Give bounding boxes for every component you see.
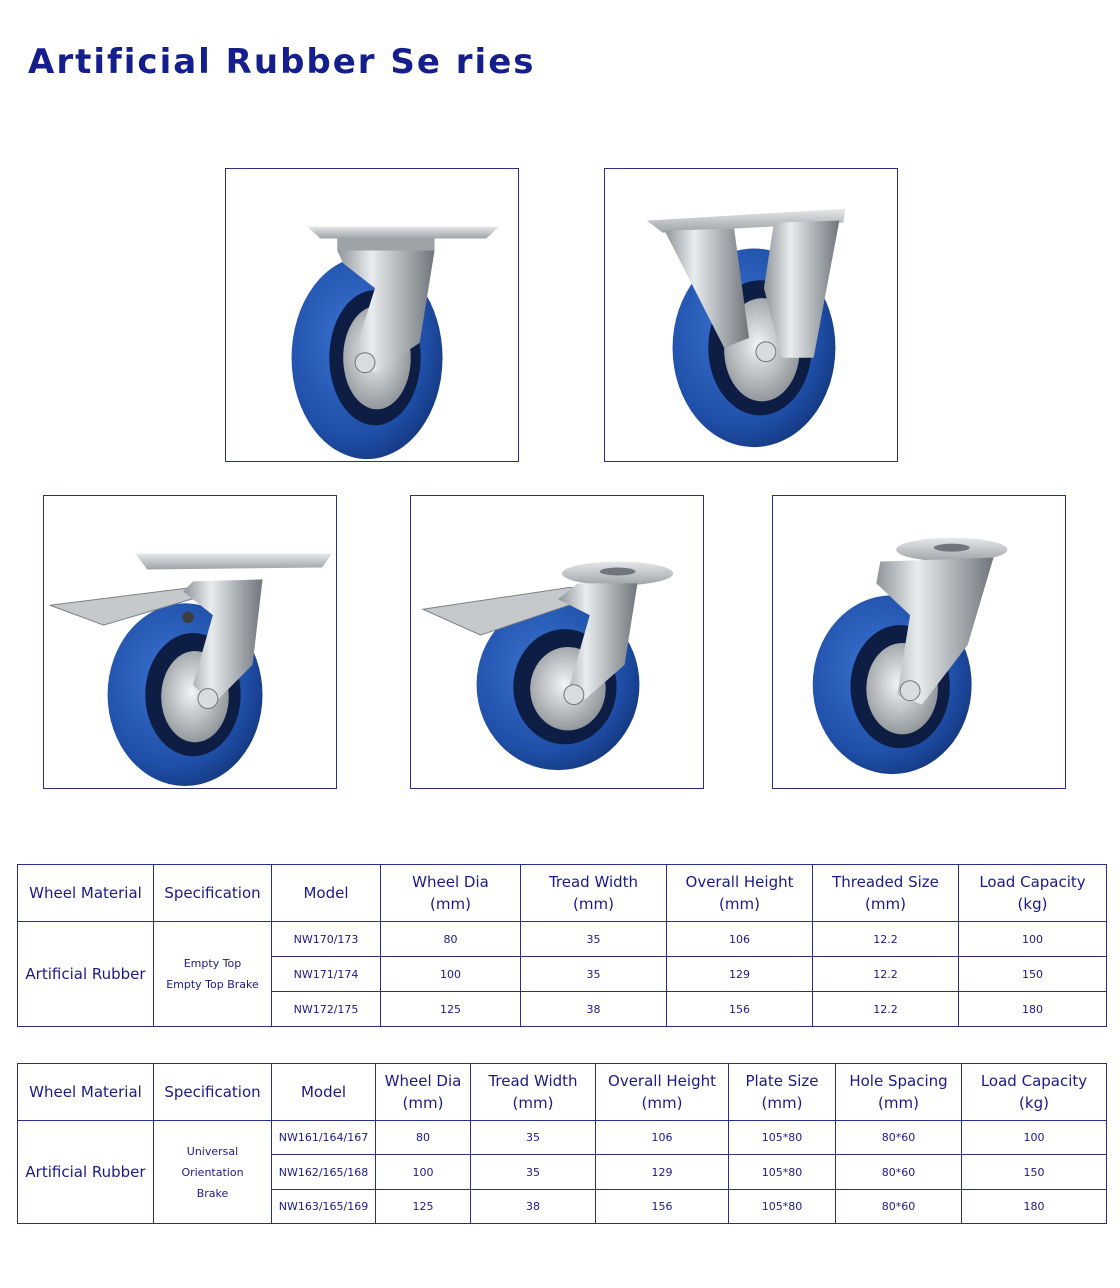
rigid-caster-icon [605,169,897,461]
page-title: Artificial Rubber Se ries [28,42,536,82]
overall-height-cell: 156 [667,992,813,1027]
tread-width-cell: 35 [471,1155,596,1190]
header-wheel-dia: Wheel Dia (mm) [376,1064,471,1121]
header-specification: Specification [154,1064,272,1121]
header-load-capacity: Load Capacity (kg) [962,1064,1107,1121]
model-cell: NW162/165/168 [272,1155,376,1190]
hole-spacing-cell: 80*60 [836,1121,962,1155]
wheel-dia-cell: 80 [381,922,521,957]
wheel-dia-cell: 125 [381,992,521,1027]
header-wheel-material: Wheel Material [18,865,154,922]
header-tread-width: Tread Width (mm) [471,1064,596,1121]
tread-width-cell: 38 [521,992,667,1027]
model-cell: NW171/174 [272,957,381,992]
wheel-material-cell: Artificial Rubber [18,1121,154,1224]
tread-width-cell: 35 [521,957,667,992]
wheel-dia-cell: 80 [376,1121,471,1155]
overall-height-cell: 129 [596,1155,729,1190]
overall-height-cell: 129 [667,957,813,992]
tread-width-cell: 38 [471,1190,596,1224]
model-cell: NW172/175 [272,992,381,1027]
product-image-swivel-bolt-hole [772,495,1066,789]
overall-height-cell: 106 [596,1121,729,1155]
tread-width-cell: 35 [521,922,667,957]
header-wheel-material: Wheel Material [18,1064,154,1121]
header-overall-height: Overall Height (mm) [667,865,813,922]
load-capacity-cell: 150 [962,1155,1107,1190]
bolt-hole-caster-icon [773,496,1065,788]
wheel-dia-cell: 100 [376,1155,471,1190]
table-row [18,922,1107,957]
wheel-material-cell: Artificial Rubber [18,922,154,1027]
hole-spacing-cell: 80*60 [836,1190,962,1224]
header-model: Model [272,865,381,922]
bolt-hole-brake-caster-icon [411,496,703,788]
specification-cell: Empty Top Empty Top Brake [154,922,272,1027]
header-specification: Specification [154,865,272,922]
load-capacity-cell: 180 [959,992,1107,1027]
wheel-dia-cell: 100 [381,957,521,992]
threaded-size-cell: 12.2 [813,922,959,957]
threaded-size-cell: 12.2 [813,992,959,1027]
overall-height-cell: 106 [667,922,813,957]
model-cell: NW161/164/167 [272,1121,376,1155]
table-row [18,1121,1107,1155]
load-capacity-cell: 100 [959,922,1107,957]
product-image-swivel-top-plate [225,168,519,462]
load-capacity-cell: 100 [962,1121,1107,1155]
load-capacity-cell: 180 [962,1190,1107,1224]
spec-table-plate [17,1063,1107,1224]
plate-size-cell: 105*80 [729,1190,836,1224]
hole-spacing-cell: 80*60 [836,1155,962,1190]
swivel-caster-icon [226,169,518,461]
header-hole-spacing: Hole Spacing (mm) [836,1064,962,1121]
product-image-swivel-top-plate-brake [43,495,337,789]
overall-height-cell: 156 [596,1190,729,1224]
model-cell: NW170/173 [272,922,381,957]
swivel-brake-caster-icon [44,496,336,788]
model-cell: NW163/165/169 [272,1190,376,1224]
product-image-rigid-top-plate [604,168,898,462]
specification-cell: Universal Orientation Brake [154,1121,272,1224]
header-threaded-size: Threaded Size (mm) [813,865,959,922]
header-model: Model [272,1064,376,1121]
header-wheel-dia: Wheel Dia (mm) [381,865,521,922]
product-image-swivel-bolt-hole-brake [410,495,704,789]
header-overall-height: Overall Height (mm) [596,1064,729,1121]
wheel-dia-cell: 125 [376,1190,471,1224]
plate-size-cell: 105*80 [729,1121,836,1155]
spec-table-threaded [17,864,1107,1027]
plate-size-cell: 105*80 [729,1155,836,1190]
tread-width-cell: 35 [471,1121,596,1155]
header-plate-size: Plate Size (mm) [729,1064,836,1121]
header-tread-width: Tread Width (mm) [521,865,667,922]
load-capacity-cell: 150 [959,957,1107,992]
threaded-size-cell: 12.2 [813,957,959,992]
header-load-capacity: Load Capacity (kg) [959,865,1107,922]
